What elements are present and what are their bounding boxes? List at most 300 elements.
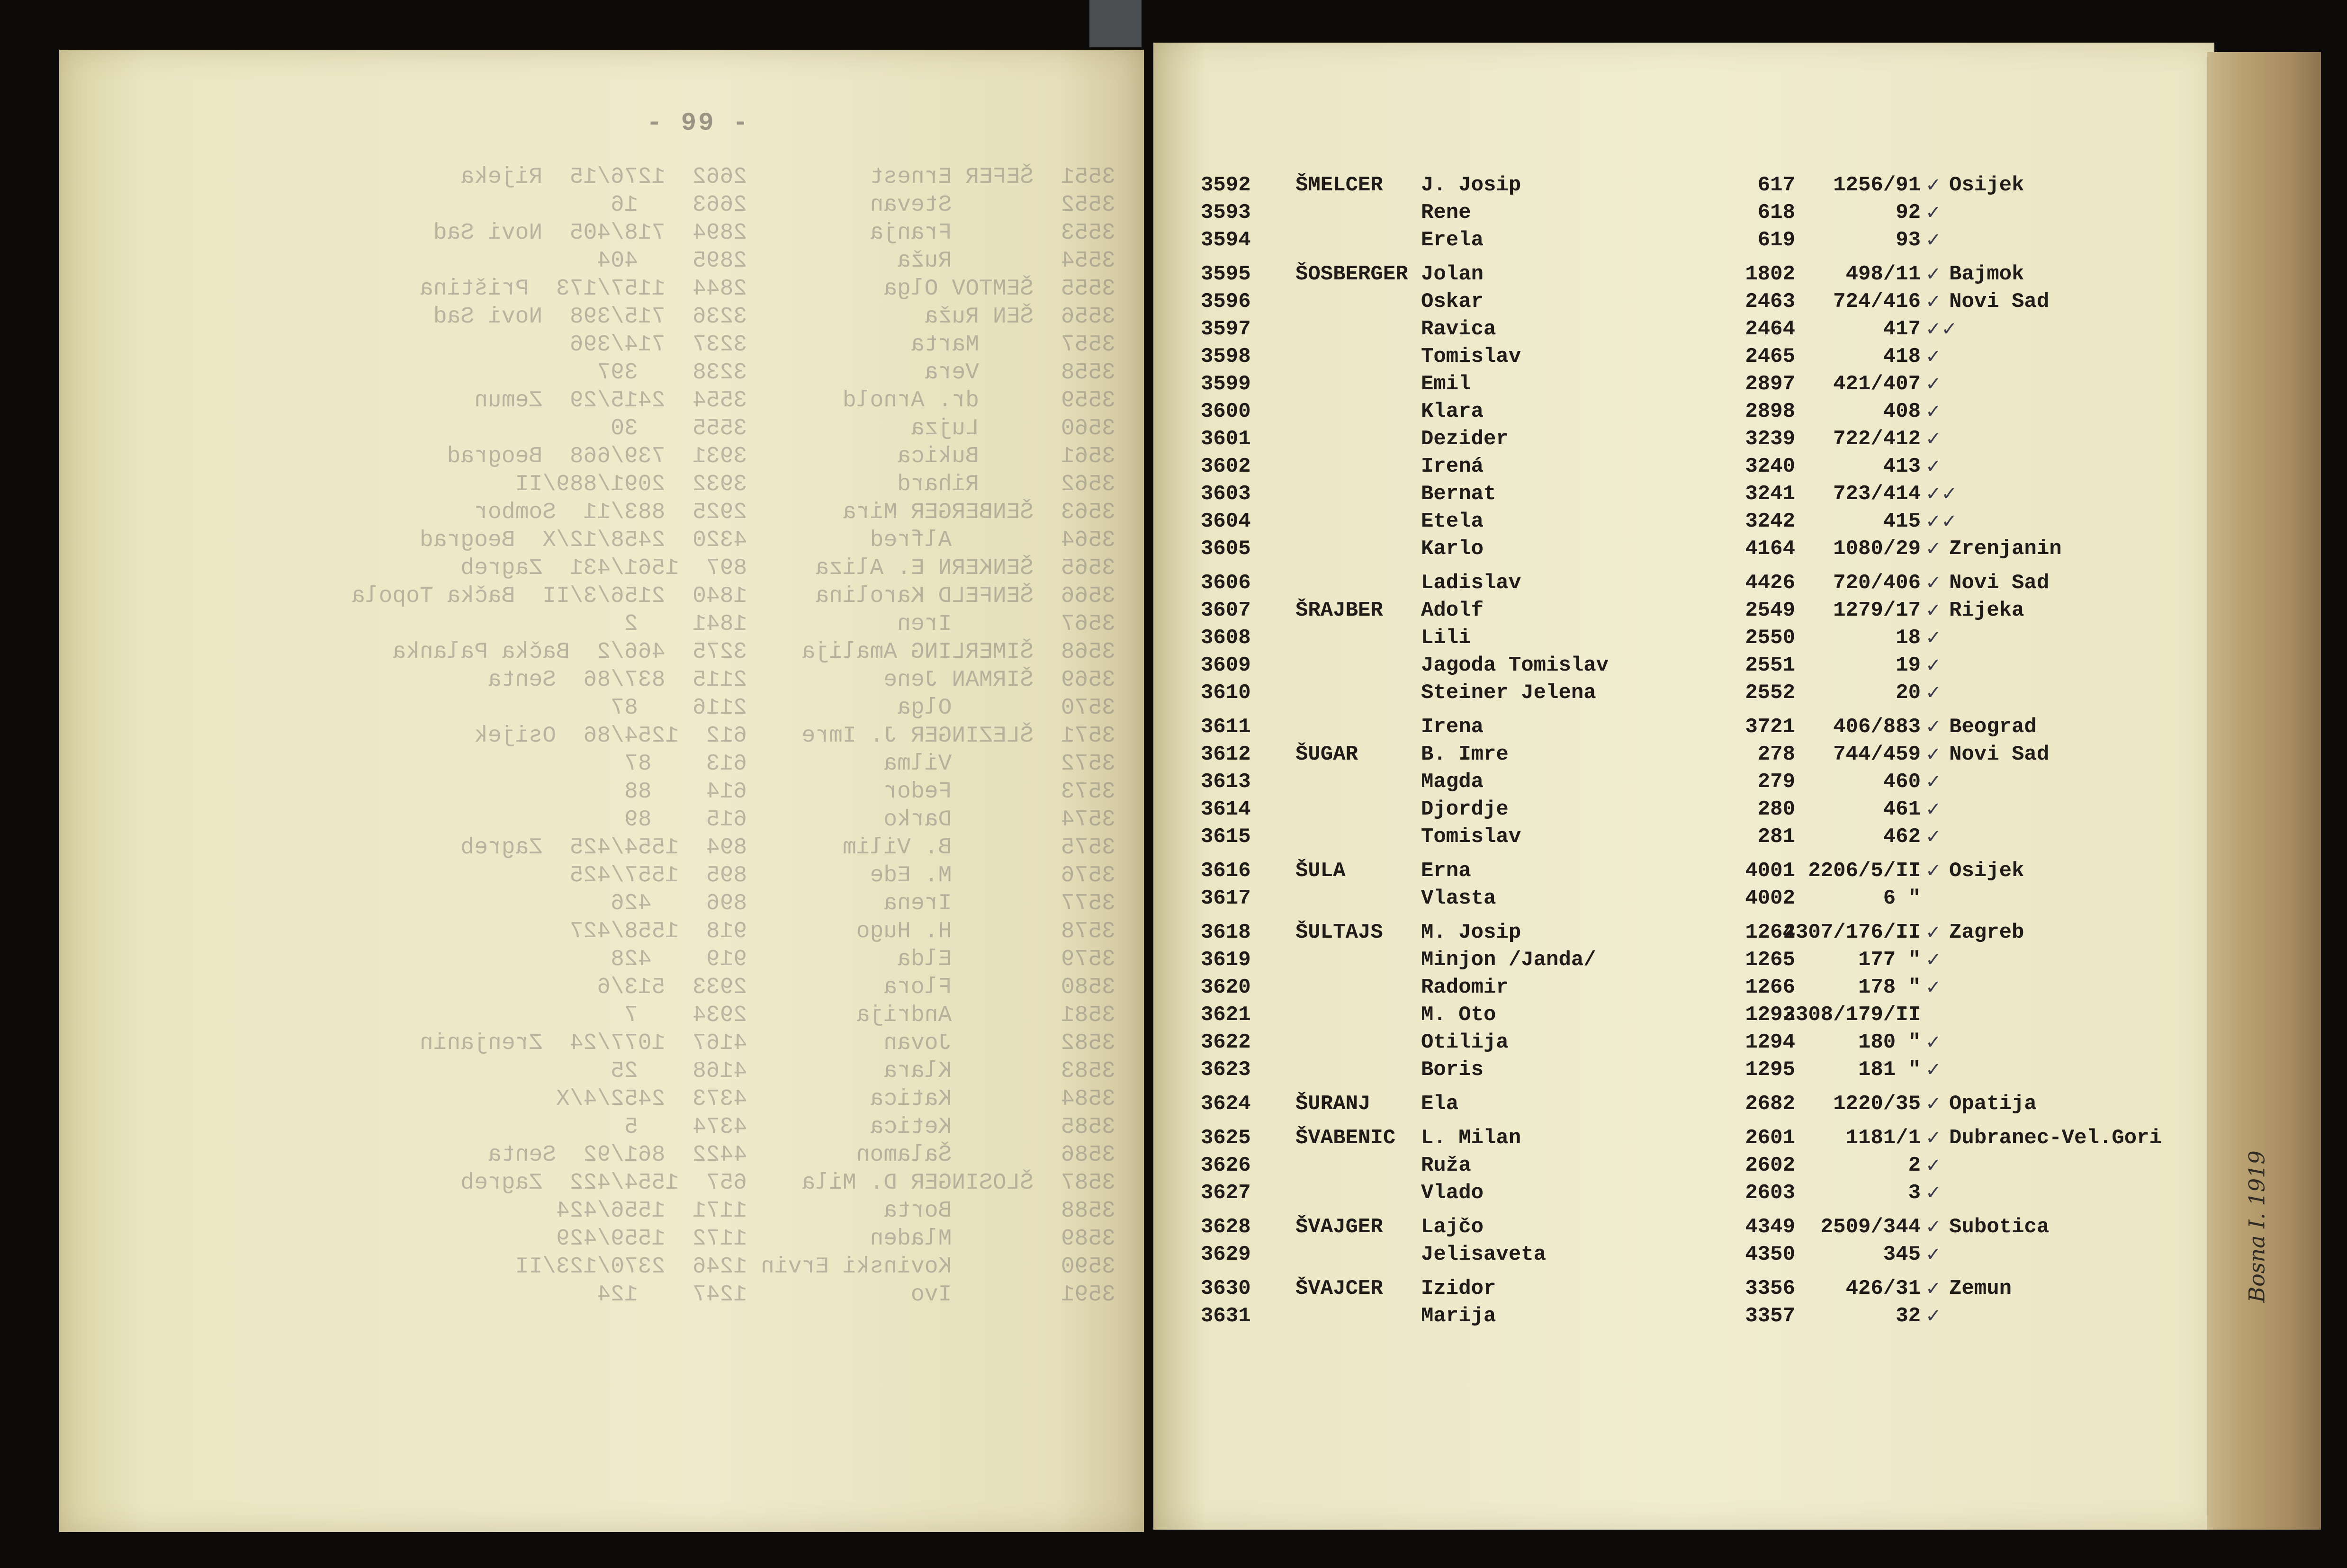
table-row xyxy=(1153,741,2214,768)
entry-given-name: Klara xyxy=(1421,400,1484,423)
bleed-line: 3560 Lujza 3555 30 xyxy=(611,416,1115,441)
entry-file-number: 1181/1 xyxy=(1845,1126,1921,1150)
entry-file-number: 417 xyxy=(1883,317,1921,341)
bleed-line: 3557 Marta 3237 714/396 xyxy=(569,332,1115,358)
entry-place: Rijeka xyxy=(1949,599,2024,622)
entry-number: 3596 xyxy=(1201,290,1251,314)
check-mark: ✓ xyxy=(1925,401,1942,422)
table-row xyxy=(1153,226,2214,254)
table-row xyxy=(1153,713,2214,741)
entry-given-name: Irená xyxy=(1421,455,1484,478)
entry-place: Novi Sad xyxy=(1949,743,2050,766)
entry-surname: ŠMELCER xyxy=(1295,173,1383,197)
entry-file-number: 6 " xyxy=(1883,887,1921,910)
entry-reference: 279 xyxy=(1757,770,1795,794)
entry-given-name: Jagoda Tomislav xyxy=(1421,654,1609,677)
check-mark: ✓ xyxy=(1925,572,1942,594)
check-mark: ✓ xyxy=(1925,456,1942,477)
check-mark: ✓ xyxy=(1925,1127,1942,1149)
table-row xyxy=(1153,919,2214,946)
entry-file-number: 415 xyxy=(1883,510,1921,533)
entry-number: 3620 xyxy=(1201,976,1251,999)
entry-given-name: Jelisaveta xyxy=(1421,1243,1547,1266)
bleed-line: 3579 Elda 919 428 xyxy=(611,947,1115,972)
table-row xyxy=(1153,1275,2214,1302)
table-row xyxy=(1153,288,2214,315)
entry-reference: 281 xyxy=(1757,825,1795,849)
entry-file-number: 418 xyxy=(1883,345,1921,368)
entry-reference: 3241 xyxy=(1745,482,1795,506)
entry-reference: 1266 xyxy=(1745,976,1795,999)
table-row xyxy=(1153,768,2214,796)
entry-reference: 3356 xyxy=(1745,1277,1795,1300)
entry-file-number: 2509/344 xyxy=(1820,1215,1921,1239)
entry-reference: 2552 xyxy=(1745,681,1795,705)
entry-given-name: J. Josip xyxy=(1421,173,1521,197)
entry-number: 3623 xyxy=(1201,1058,1251,1082)
entry-reference: 4350 xyxy=(1745,1243,1795,1266)
entry-number: 3622 xyxy=(1201,1030,1251,1054)
entry-file-number: 93 xyxy=(1896,228,1921,252)
entry-place: Opatija xyxy=(1949,1092,2037,1116)
entry-given-name: Karlo xyxy=(1421,537,1484,561)
entry-number: 3599 xyxy=(1201,372,1251,396)
table-row xyxy=(1153,1213,2214,1241)
entry-number: 3614 xyxy=(1201,797,1251,821)
entry-surname: ŠUGAR xyxy=(1295,743,1358,766)
bleed-line: 3586 Šalamon 4422 861/92 Senta xyxy=(487,1142,1115,1168)
bleed-line: 3590 Kovinski Ervin 1246 2370/123/II xyxy=(515,1254,1115,1280)
entry-number: 3627 xyxy=(1201,1181,1251,1205)
entry-file-number: 1256/91 xyxy=(1833,173,1921,197)
entry-given-name: Rene xyxy=(1421,201,1471,224)
entry-surname: ŠVABENIC xyxy=(1295,1126,1396,1150)
check-mark: ✓ xyxy=(1925,1155,1942,1176)
entry-surname: ŠVAJGER xyxy=(1295,1215,1383,1239)
entry-surname: ŠULTAJS xyxy=(1295,921,1383,944)
entry-file-number: 413 xyxy=(1883,455,1921,478)
bleed-line: 3582 Jovan 4167 1077/24 Zrenjanin xyxy=(419,1030,1115,1056)
check-mark: ✓ xyxy=(1925,346,1942,367)
table-row xyxy=(1153,1056,2214,1084)
entry-number: 3606 xyxy=(1201,571,1251,595)
entry-place: Osijek xyxy=(1949,173,2024,197)
right-page xyxy=(1153,43,2214,1530)
entry-number: 3618 xyxy=(1201,921,1251,944)
entry-number: 3594 xyxy=(1201,228,1251,252)
entry-file-number: 178 " xyxy=(1858,976,1921,999)
entry-number: 3630 xyxy=(1201,1277,1251,1300)
table-row xyxy=(1153,946,2214,974)
table-row xyxy=(1153,1302,2214,1330)
entry-surname: ŠOSBERGER xyxy=(1295,262,1408,286)
check-mark: ✓ xyxy=(1925,1278,1942,1299)
entry-file-number: 426/31 xyxy=(1845,1277,1921,1300)
entry-given-name: M. Oto xyxy=(1421,1003,1496,1027)
check-mark: ✓ xyxy=(1925,977,1942,998)
table-row xyxy=(1153,597,2214,624)
entry-given-name: L. Milan xyxy=(1421,1126,1521,1150)
table-row xyxy=(1153,679,2214,707)
entry-given-name: Lili xyxy=(1421,626,1471,650)
entry-reference: 2897 xyxy=(1745,372,1795,396)
entry-file-number: 1220/35 xyxy=(1833,1092,1921,1116)
table-row xyxy=(1153,171,2214,199)
entry-place: Bajmok xyxy=(1949,262,2024,286)
entry-number: 3601 xyxy=(1201,427,1251,451)
entry-place: Beograd xyxy=(1949,715,2037,739)
bleed-line: 3591 Ivo 1247 124 xyxy=(597,1282,1115,1308)
entry-file-number: 2206/5/II xyxy=(1808,859,1921,883)
table-row xyxy=(1153,508,2214,535)
check-mark: ✓ xyxy=(1925,229,1942,251)
entry-surname: ŠRAJBER xyxy=(1295,599,1383,622)
entry-file-number: 19 xyxy=(1896,654,1921,677)
spine-tag xyxy=(1089,0,1142,47)
entry-file-number: 462 xyxy=(1883,825,1921,849)
entry-given-name: Erela xyxy=(1421,228,1484,252)
table-row xyxy=(1153,453,2214,480)
entry-number: 3604 xyxy=(1201,510,1251,533)
entry-reference: 2603 xyxy=(1745,1181,1795,1205)
table-row xyxy=(1153,885,2214,912)
entry-number: 3593 xyxy=(1201,201,1251,224)
entry-number: 3611 xyxy=(1201,715,1251,739)
entry-reference: 2464 xyxy=(1745,317,1795,341)
entry-file-number: 32 xyxy=(1896,1304,1921,1328)
table-row xyxy=(1153,796,2214,823)
entry-place: Zrenjanin xyxy=(1949,537,2062,561)
entry-reference: 278 xyxy=(1757,743,1795,766)
entry-reference: 618 xyxy=(1757,201,1795,224)
entry-given-name: Ruža xyxy=(1421,1154,1471,1177)
entry-given-name: Emil xyxy=(1421,372,1471,396)
entry-number: 3595 xyxy=(1201,262,1251,286)
entry-reference: 4001 xyxy=(1745,859,1795,883)
entry-number: 3619 xyxy=(1201,948,1251,972)
bleed-line: 3578 H. Hugo 918 1558/427 xyxy=(569,919,1115,944)
bleed-through-text xyxy=(88,163,1115,1489)
margin-note-text: Bosna I. 1919 xyxy=(2244,1150,2270,1303)
check-mark: ✓ xyxy=(1925,291,1942,313)
entry-file-number: 18 xyxy=(1896,626,1921,650)
entry-reference: 619 xyxy=(1757,228,1795,252)
check-mark: ✓ xyxy=(1925,826,1942,848)
table-row xyxy=(1153,1241,2214,1268)
entry-given-name: Lajčo xyxy=(1421,1215,1484,1239)
check-mark: ✓ xyxy=(1925,1244,1942,1265)
table-row xyxy=(1153,199,2214,226)
entry-reference: 4426 xyxy=(1745,571,1795,595)
entry-number: 3625 xyxy=(1201,1126,1251,1150)
entry-number: 3626 xyxy=(1201,1154,1251,1177)
entry-file-number: 744/459 xyxy=(1833,743,1921,766)
check-mark: ✓ xyxy=(1925,627,1942,649)
entry-number: 3621 xyxy=(1201,1003,1251,1027)
entry-reference: 3239 xyxy=(1745,427,1795,451)
entry-given-name: Irena xyxy=(1421,715,1484,739)
bleed-line: 3564 Alfred 4320 2458/12/X Beograd xyxy=(419,528,1115,553)
entry-file-number: 345 xyxy=(1883,1243,1921,1266)
entry-file-number: 498/11 xyxy=(1845,262,1921,286)
entry-given-name: Ela xyxy=(1421,1092,1459,1116)
entry-given-name: Djordje xyxy=(1421,797,1509,821)
table-row xyxy=(1153,535,2214,563)
table-row xyxy=(1153,315,2214,343)
entry-file-number: 421/407 xyxy=(1833,372,1921,396)
bleed-line: 3570 Olga 2116 87 xyxy=(611,695,1115,721)
entry-given-name: Jolan xyxy=(1421,262,1484,286)
check-mark: ✓ xyxy=(1925,1305,1942,1327)
entry-given-name: Vlado xyxy=(1421,1181,1484,1205)
entry-given-name: Steiner Jelena xyxy=(1421,681,1596,705)
check-mark: ✓ xyxy=(1925,682,1942,704)
entry-file-number: 406/883 xyxy=(1833,715,1921,739)
check-mark: ✓✓ xyxy=(1925,511,1958,532)
table-row xyxy=(1153,1124,2214,1152)
entry-number: 3613 xyxy=(1201,770,1251,794)
table-row xyxy=(1153,624,2214,652)
entry-number: 3609 xyxy=(1201,654,1251,677)
entry-given-name: Bernat xyxy=(1421,482,1496,506)
entry-given-name: Ravica xyxy=(1421,317,1496,341)
bleed-line: 3563 ŠENBERGER Mira 2925 883/11 Sombor xyxy=(474,500,1115,525)
bleed-line: 3561 Bukica 3931 739/668 Beograd xyxy=(447,444,1115,469)
entry-reference: 1264 xyxy=(1745,921,1795,944)
entry-reference: 4349 xyxy=(1745,1215,1795,1239)
entry-reference: 2601 xyxy=(1745,1126,1795,1150)
check-mark: ✓ xyxy=(1925,922,1942,943)
check-mark: ✓ xyxy=(1925,600,1942,621)
check-mark: ✓ xyxy=(1925,949,1942,971)
entry-file-number: 461 xyxy=(1883,797,1921,821)
entry-number: 3597 xyxy=(1201,317,1251,341)
check-mark: ✓ xyxy=(1925,1059,1942,1081)
entry-file-number: 460 xyxy=(1883,770,1921,794)
bleed-line: 3565 ŠENKERN E. Aliza 897 1561/431 Zagreb xyxy=(460,556,1115,581)
bleed-line: 3589 Mladen 1172 1559/429 xyxy=(556,1226,1115,1252)
entry-file-number: 722/412 xyxy=(1833,427,1921,451)
entry-reference: 280 xyxy=(1757,797,1795,821)
entry-reference: 617 xyxy=(1757,173,1795,197)
table-row xyxy=(1153,343,2214,370)
entry-file-number: 1279/17 xyxy=(1833,599,1921,622)
entry-place: Novi Sad xyxy=(1949,290,2050,314)
bleed-line: 3588 Borta 1171 1556/424 xyxy=(556,1198,1115,1224)
entry-file-number: 2308/179/II xyxy=(1783,1003,1921,1027)
bleed-line: 3558 Vera 3238 397 xyxy=(597,360,1115,385)
entry-reference: 2602 xyxy=(1745,1154,1795,1177)
table-row xyxy=(1153,569,2214,597)
bleed-line: 3571 ŠLEZINGER J. Imre 612 1254/86 Osijek xyxy=(474,723,1115,749)
bleed-line: 3581 Andrija 2934 7 xyxy=(624,1003,1115,1028)
entry-file-number: 2307/176/II xyxy=(1783,921,1921,944)
entry-given-name: Otilija xyxy=(1421,1030,1509,1054)
bleed-line: 3574 Darko 615 89 xyxy=(624,807,1115,833)
entry-given-name: Izidor xyxy=(1421,1277,1496,1300)
bleed-line: 3562 Rihard 3932 2091/889/II xyxy=(515,472,1115,497)
table-row xyxy=(1153,398,2214,425)
entry-surname: ŠULA xyxy=(1295,859,1346,883)
entry-place: Subotica xyxy=(1949,1215,2050,1239)
entry-given-name: Vlasta xyxy=(1421,887,1496,910)
table-row xyxy=(1153,260,2214,288)
bleed-line: 3568 ŠIMERLING Amalija 3275 466/2 Bačka Palanka xyxy=(392,639,1115,665)
check-mark: ✓ xyxy=(1925,744,1942,765)
entry-reference: 4002 xyxy=(1745,887,1795,910)
bleed-line: 3585 Ketica 4374 5 xyxy=(624,1114,1115,1140)
check-mark: ✓ xyxy=(1925,428,1942,450)
entry-given-name: Marija xyxy=(1421,1304,1496,1328)
check-mark: ✓ xyxy=(1925,798,1942,820)
entry-file-number: 92 xyxy=(1896,201,1921,224)
entry-place: Dubranec-Vel.Gori xyxy=(1949,1126,2162,1150)
entry-file-number: 20 xyxy=(1896,681,1921,705)
table-row xyxy=(1153,1152,2214,1179)
entry-place: Zemun xyxy=(1949,1277,2012,1300)
table-row xyxy=(1153,652,2214,679)
entry-reference: 1802 xyxy=(1745,262,1795,286)
table-row xyxy=(1153,370,2214,398)
bleed-line: 3555 ŠEMTOV Olga 2844 1157/173 Priština xyxy=(419,276,1115,302)
bleed-line: 3572 Vilma 613 87 xyxy=(624,751,1115,777)
check-mark: ✓✓ xyxy=(1925,483,1958,505)
entry-given-name: Minjon /Janda/ xyxy=(1421,948,1596,972)
table-row xyxy=(1153,1090,2214,1118)
table-row xyxy=(1153,823,2214,851)
table-row xyxy=(1153,480,2214,508)
entry-given-name: Boris xyxy=(1421,1058,1484,1082)
table-row xyxy=(1153,1179,2214,1207)
entry-number: 3603 xyxy=(1201,482,1251,506)
entry-reference: 2549 xyxy=(1745,599,1795,622)
bleed-line: 3553 Franja 2894 718/405 Novi Sad xyxy=(433,220,1115,246)
entry-reference: 2463 xyxy=(1745,290,1795,314)
table-row xyxy=(1153,857,2214,885)
left-page-number: - 99 - xyxy=(647,109,750,138)
entry-reference: 1293 xyxy=(1745,1003,1795,1027)
bleed-line: 3573 Fedor 614 88 xyxy=(624,779,1115,805)
entry-given-name: Tomislav xyxy=(1421,345,1521,368)
bleed-line: 3587 ŠLOSINGER D. Mila 657 1554/422 Zagreb xyxy=(460,1170,1115,1196)
entry-number: 3605 xyxy=(1201,537,1251,561)
entry-place: Osijek xyxy=(1949,859,2024,883)
entry-file-number: 723/414 xyxy=(1833,482,1921,506)
entry-reference: 3721 xyxy=(1745,715,1795,739)
entry-number: 3624 xyxy=(1201,1092,1251,1116)
entry-reference: 4164 xyxy=(1745,537,1795,561)
check-mark: ✓ xyxy=(1925,1182,1942,1204)
entry-reference: 2551 xyxy=(1745,654,1795,677)
bleed-line: 3552 Stevan 2663 16 xyxy=(611,192,1115,218)
check-mark: ✓ xyxy=(1925,654,1942,676)
check-mark: ✓✓ xyxy=(1925,318,1958,340)
bleed-line: 3580 Flora 2933 513/6 xyxy=(597,975,1115,1000)
check-mark: ✓ xyxy=(1925,263,1942,285)
entry-number: 3612 xyxy=(1201,743,1251,766)
bleed-line: 3584 Katica 4373 2452/4/X xyxy=(556,1086,1115,1112)
entry-reference: 2682 xyxy=(1745,1092,1795,1116)
entry-reference: 2465 xyxy=(1745,345,1795,368)
entry-reference: 3240 xyxy=(1745,455,1795,478)
entry-given-name: B. Imre xyxy=(1421,743,1509,766)
entry-number: 3598 xyxy=(1201,345,1251,368)
entry-given-name: Magda xyxy=(1421,770,1484,794)
bleed-line: 3554 Ruža 2895 404 xyxy=(597,248,1115,274)
entry-number: 3610 xyxy=(1201,681,1251,705)
entry-given-name: Dezider xyxy=(1421,427,1509,451)
check-mark: ✓ xyxy=(1925,771,1942,793)
bleed-line: 3551 ŠEFER Ernest 2662 1276/15 Rijeka xyxy=(460,164,1115,190)
entry-file-number: 3 xyxy=(1908,1181,1921,1205)
entry-file-number: 1080/29 xyxy=(1833,537,1921,561)
entry-number: 3607 xyxy=(1201,599,1251,622)
entry-given-name: M. Josip xyxy=(1421,921,1521,944)
entry-reference: 3242 xyxy=(1745,510,1795,533)
check-mark: ✓ xyxy=(1925,1031,1942,1053)
table-row xyxy=(1153,1029,2214,1056)
entry-reference: 1265 xyxy=(1745,948,1795,972)
entry-number: 3608 xyxy=(1201,626,1251,650)
margin-note xyxy=(2229,1127,2285,1326)
entry-reference: 1294 xyxy=(1745,1030,1795,1054)
check-mark: ✓ xyxy=(1925,538,1942,560)
bleed-line: 3559 dr. Arnold 3554 2415/29 Zemun xyxy=(474,388,1115,413)
entry-given-name: Oskar xyxy=(1421,290,1484,314)
entry-surname: ŠURANJ xyxy=(1295,1092,1371,1116)
check-mark: ✓ xyxy=(1925,1093,1942,1115)
entry-number: 3631 xyxy=(1201,1304,1251,1328)
entry-reference: 2898 xyxy=(1745,400,1795,423)
entry-number: 3616 xyxy=(1201,859,1251,883)
entry-number: 3615 xyxy=(1201,825,1251,849)
bleed-line: 3577 Irena 896 426 xyxy=(611,891,1115,916)
entry-number: 3600 xyxy=(1201,400,1251,423)
table-row xyxy=(1153,425,2214,453)
entry-surname: ŠVAJCER xyxy=(1295,1277,1383,1300)
entry-number: 3592 xyxy=(1201,173,1251,197)
check-mark: ✓ xyxy=(1925,202,1942,224)
entry-number: 3628 xyxy=(1201,1215,1251,1239)
left-page xyxy=(59,50,1144,1532)
bleed-line: 3583 Klara 4168 25 xyxy=(611,1058,1115,1084)
entry-reference: 3357 xyxy=(1745,1304,1795,1328)
entry-file-number: 180 " xyxy=(1858,1030,1921,1054)
bleed-line: 3575 B. Vilim 894 1554/425 Zagreb xyxy=(460,835,1115,860)
bleed-line: 3569 ŠIRMAN Jene 2115 837/86 Senta xyxy=(487,667,1115,693)
check-mark: ✓ xyxy=(1925,373,1942,395)
bleed-line: 3567 Iren 1841 2 xyxy=(624,611,1115,637)
entry-file-number: 181 " xyxy=(1858,1058,1921,1082)
check-mark: ✓ xyxy=(1925,860,1942,882)
check-mark: ✓ xyxy=(1925,1216,1942,1238)
entry-given-name: Adolf xyxy=(1421,599,1484,622)
entry-given-name: Radomir xyxy=(1421,976,1509,999)
bleed-line: 3566 ŠENFELD Karolina 1840 2156/3/II Bačka Topola xyxy=(351,583,1115,609)
entry-file-number: 177 " xyxy=(1858,948,1921,972)
table-row xyxy=(1153,974,2214,1001)
entry-file-number: 724/416 xyxy=(1833,290,1921,314)
entry-number: 3617 xyxy=(1201,887,1251,910)
entry-place: Zagreb xyxy=(1949,921,2024,944)
bleed-line: 3576 M. Ede 895 1557/425 xyxy=(569,863,1115,888)
check-mark: ✓ xyxy=(1925,716,1942,738)
entry-number: 3629 xyxy=(1201,1243,1251,1266)
entry-given-name: Etela xyxy=(1421,510,1484,533)
entry-file-number: 408 xyxy=(1883,400,1921,423)
entry-place: Novi Sad xyxy=(1949,571,2050,595)
entry-file-number: 720/406 xyxy=(1833,571,1921,595)
